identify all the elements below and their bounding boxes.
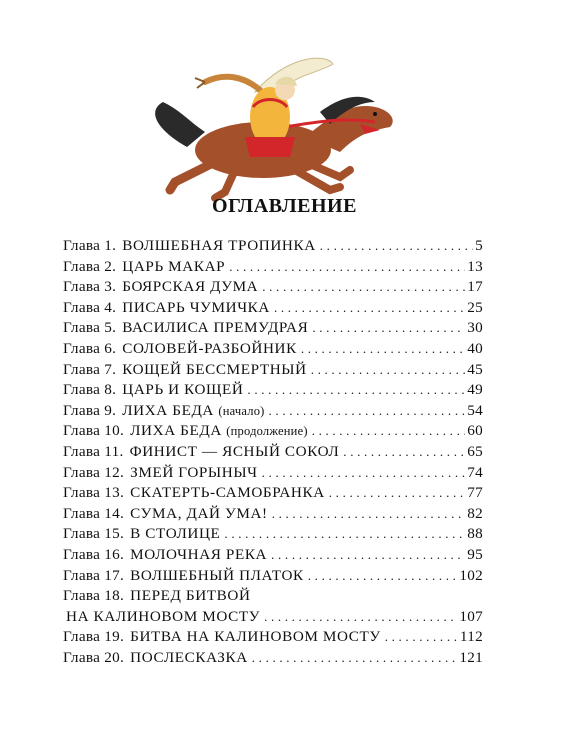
chapter-title: [130, 483, 325, 504]
page-number: 25: [467, 298, 483, 316]
leader-dots: [269, 401, 466, 422]
leader-dots: [262, 277, 465, 298]
leader-dots: [224, 524, 465, 545]
toc-entry: [63, 545, 483, 566]
leader-dots: [385, 627, 458, 648]
chapter-title: [122, 236, 316, 257]
chapter-title: [130, 648, 248, 669]
chapter-title-text: ВАСИЛИСА ПРЕМУДРАЯ: [122, 319, 309, 337]
toc-entry: [63, 483, 483, 504]
chapter-title: [122, 257, 225, 278]
page-number: 49: [467, 381, 483, 399]
page-number: 60: [467, 422, 483, 440]
chapter-title: [130, 566, 304, 587]
chapter-title-text: В СТОЛИЦЕ: [130, 525, 221, 543]
chapter-title-text: ВОЛШЕБНАЯ ТРОПИНКА: [122, 237, 316, 254]
page-number: 112: [459, 628, 483, 646]
toc-entry: [63, 648, 483, 669]
chapter-title: [130, 421, 308, 442]
toc-entry: [63, 339, 483, 360]
page-number: 95: [467, 545, 483, 563]
chapter-title-text: НА КАЛИНОВОМ МОСТУ: [66, 607, 261, 625]
leader-dots: [312, 318, 465, 339]
table-of-contents: [63, 236, 483, 668]
leader-dots: [247, 380, 465, 401]
toc-entry: [63, 524, 483, 545]
chapter-number: Глава 15.: [63, 525, 125, 543]
leader-dots: [311, 360, 466, 381]
leader-dots: [343, 442, 465, 463]
chapter-title: [130, 524, 220, 545]
chapter-title-text: ПЕРЕД БИТВОЙ: [130, 587, 251, 605]
chapter-number: Глава 16.: [63, 545, 125, 563]
leader-dots: [229, 257, 465, 278]
leader-dots: [312, 421, 466, 442]
toc-entry: [63, 627, 483, 648]
chapter-number: Глава 14.: [63, 504, 125, 522]
chapter-number: Глава 9.: [63, 401, 117, 419]
chapter-title-text: СУМА, ДАЙ УМА!: [130, 504, 268, 522]
toc-entry: [63, 401, 483, 422]
leader-dots: [271, 545, 465, 566]
leader-dots: [301, 339, 465, 360]
chapter-title-text: ЗМЕЙ ГОРЫНЫЧ: [130, 463, 258, 481]
page-number: 54: [467, 401, 483, 419]
chapter-number: Глава 19.: [63, 628, 125, 646]
toc-entry: [63, 566, 483, 587]
chapter-title: [122, 277, 258, 298]
page-number: 65: [467, 442, 483, 460]
chapter-note: (продолжение): [226, 424, 308, 439]
page-number: 13: [467, 257, 483, 275]
leader-dots: [308, 566, 458, 587]
chapter-title: [122, 380, 243, 401]
chapter-number: Глава 10.: [63, 422, 125, 440]
chapter-number: Глава 13.: [63, 484, 125, 502]
chapter-title: [122, 298, 270, 319]
toc-entry: [63, 236, 483, 257]
toc-entry: [63, 607, 483, 628]
chapter-title: [122, 360, 306, 381]
chapter-title: [130, 545, 267, 566]
chapter-title-text: ПОСЛЕСКАЗКА: [130, 648, 248, 666]
page-number: 88: [467, 525, 483, 543]
page-number: 74: [467, 463, 483, 481]
chapter-number: Глава 17.: [63, 566, 125, 584]
chapter-title-text: БИТВА НА КАЛИНОВОМ МОСТУ: [130, 628, 381, 646]
page-number: 40: [467, 339, 483, 357]
chapter-number: Глава 18.: [63, 587, 125, 605]
chapter-title: [130, 504, 268, 525]
chapter-title: [130, 586, 250, 607]
toc-entry: [63, 586, 483, 607]
leader-dots: [274, 298, 465, 319]
chapter-title-text: СОЛОВЕЙ-РАЗБОЙНИК: [122, 339, 297, 357]
chapter-title-text: СКАТЕРТЬ-САМОБРАНКА: [130, 484, 325, 502]
chapter-title-text: МОЛОЧНАЯ РЕКА: [130, 545, 268, 563]
chapter-title-text: ПИСАРЬ ЧУМИЧКА: [122, 298, 270, 316]
page-number: 82: [467, 504, 483, 522]
chapter-number: Глава 12.: [63, 463, 125, 481]
chapter-number: Глава 4.: [63, 298, 117, 316]
chapter-title-text: ЦАРЬ И КОЩЕЙ: [122, 381, 244, 399]
chapter-number: Глава 6.: [63, 339, 117, 357]
leader-dots: [262, 463, 466, 484]
leader-dots: [264, 607, 457, 628]
toc-entry: [63, 257, 483, 278]
chapter-number: Глава 11.: [63, 442, 124, 460]
toc-entry: [63, 442, 483, 463]
leader-dots: [329, 483, 465, 504]
chapter-title-text: БОЯРСКАЯ ДУМА: [122, 278, 259, 296]
leader-dots: [272, 504, 466, 525]
page-number: 107: [459, 607, 483, 625]
chapter-title: [122, 401, 264, 422]
chapter-number: Глава 1.: [63, 237, 117, 254]
leader-dots: [320, 236, 473, 257]
toc-entry: [63, 277, 483, 298]
toc-entry: [63, 380, 483, 401]
leader-dots: [252, 648, 458, 669]
chapter-title-text: ЛИХА БЕДА: [122, 401, 214, 419]
page-number: 77: [467, 484, 483, 502]
page-number: 121: [459, 648, 483, 666]
chapter-title: [63, 607, 260, 628]
chapter-number: Глава 7.: [63, 360, 117, 378]
chapter-title: [130, 627, 381, 648]
page-title: ОГЛАВЛЕНИЕ: [212, 195, 357, 217]
chapter-title-text: ЛИХА БЕДА: [130, 422, 222, 440]
toc-entry: [63, 421, 483, 442]
toc-entry: [63, 360, 483, 381]
chapter-number: Глава 2.: [63, 257, 117, 275]
page-number: 17: [467, 278, 483, 296]
chapter-title-text: ФИНИСТ — ЯСНЫЙ СОКОЛ: [129, 442, 340, 460]
page-number: 30: [467, 319, 483, 337]
toc-entry: [63, 463, 483, 484]
horse-rider-illustration: [135, 52, 405, 202]
chapter-title: [130, 463, 258, 484]
page-number: 5: [475, 237, 483, 254]
chapter-title-text: ВОЛШЕБНЫЙ ПЛАТОК: [130, 566, 304, 584]
chapter-number: Глава 5.: [63, 319, 117, 337]
chapter-title: [122, 339, 297, 360]
page-number: 102: [459, 566, 483, 584]
page-number: 45: [467, 360, 483, 378]
chapter-note: (начало): [218, 403, 265, 418]
toc-entry: [63, 298, 483, 319]
chapter-title: [130, 442, 340, 463]
toc-entry: [63, 504, 483, 525]
chapter-number: Глава 3.: [63, 278, 117, 296]
toc-entry: [63, 318, 483, 339]
chapter-title-text: ЦАРЬ МАКАР: [122, 257, 226, 275]
chapter-number: Глава 20.: [63, 648, 125, 666]
chapter-title: [122, 318, 308, 339]
chapter-number: Глава 8.: [63, 381, 117, 399]
chapter-title-text: КОЩЕЙ БЕССМЕРТНЫЙ: [122, 360, 307, 378]
